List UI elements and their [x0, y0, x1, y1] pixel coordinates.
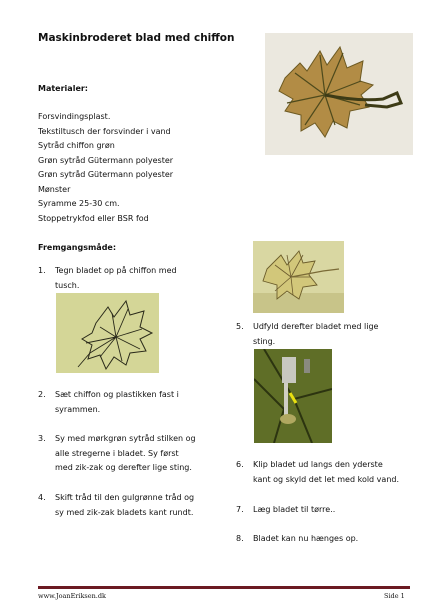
step-text: Klip bladet ud langs den yderste: [253, 460, 383, 469]
footer-website: www.JoanEriksen.dk: [38, 592, 106, 600]
materials-heading: Materialer:: [38, 84, 89, 93]
step-2: [38, 388, 228, 418]
step-6: [236, 458, 441, 488]
footer-divider: [38, 586, 410, 589]
step-text: Læg bladet til tørre..: [253, 505, 336, 514]
page-title: Maskinbroderet blad med chiffon: [38, 32, 235, 44]
step-text: Tegn bladet op på chiffon med: [55, 266, 177, 275]
step-text: syrammen.: [55, 404, 101, 414]
step-3: [38, 432, 238, 476]
footer-page-number: Side 1: [384, 592, 405, 600]
step-text: Sæt chiffon og plastikken fast i: [55, 390, 179, 399]
step-number: 1.: [38, 266, 46, 275]
material-item: Tekstiltusch der forsvinder i vand: [38, 126, 171, 136]
drawing-on-chiffon-photo: [56, 293, 159, 373]
materials-list: [38, 110, 173, 226]
step-text: tusch.: [55, 280, 80, 290]
material-item: Syramme 25-30 cm.: [38, 199, 120, 208]
step-number: 7.: [236, 505, 244, 514]
step-5: [236, 320, 436, 350]
step-7: [236, 503, 436, 519]
material-item: Grøn sytråd Gütermann polyester: [38, 155, 174, 165]
step-number: 2.: [38, 390, 46, 399]
procedure-heading: Fremgangsmåde:: [38, 243, 117, 252]
step-number: 8.: [236, 534, 244, 543]
step-text: Sy med mørkgrøn sytråd stilken og: [55, 434, 196, 443]
step-text: med zik-zak og derefter lige sting.: [55, 463, 192, 472]
step-text: Skift tråd til den gulgrønne tråd og: [55, 493, 195, 502]
finished-leaf-photo: [265, 33, 413, 155]
material-item: Forsvindingsplast.: [38, 112, 111, 121]
material-item: Sytråd chiffon grøn: [38, 141, 115, 150]
step-number: 4.: [38, 493, 46, 502]
material-item: Mønster: [38, 184, 71, 194]
stitched-veins-photo: [253, 241, 344, 313]
step-text: Bladet kan nu hænges op.: [253, 534, 359, 543]
step-text: Udfyld derefter bladet med lige: [253, 322, 379, 331]
sewing-machine-photo: [254, 349, 332, 443]
step-text: alle stregerne i bladet. Sy først: [55, 448, 179, 458]
step-number: 3.: [38, 434, 46, 443]
step-text: sting.: [253, 336, 276, 346]
step-1: [38, 264, 228, 294]
step-text: kant og skyld det let med kold vand.: [253, 474, 400, 484]
step-number: 6.: [236, 460, 244, 469]
step-4: [38, 491, 238, 521]
material-item: Grøn sytråd Gütermann polyester: [38, 170, 174, 179]
material-item: Stoppetrykfod eller BSR fod: [38, 213, 149, 223]
step-text: sy med zik-zak bladets kant rundt.: [55, 507, 194, 517]
step-number: 5.: [236, 322, 244, 331]
step-8: [236, 532, 436, 548]
